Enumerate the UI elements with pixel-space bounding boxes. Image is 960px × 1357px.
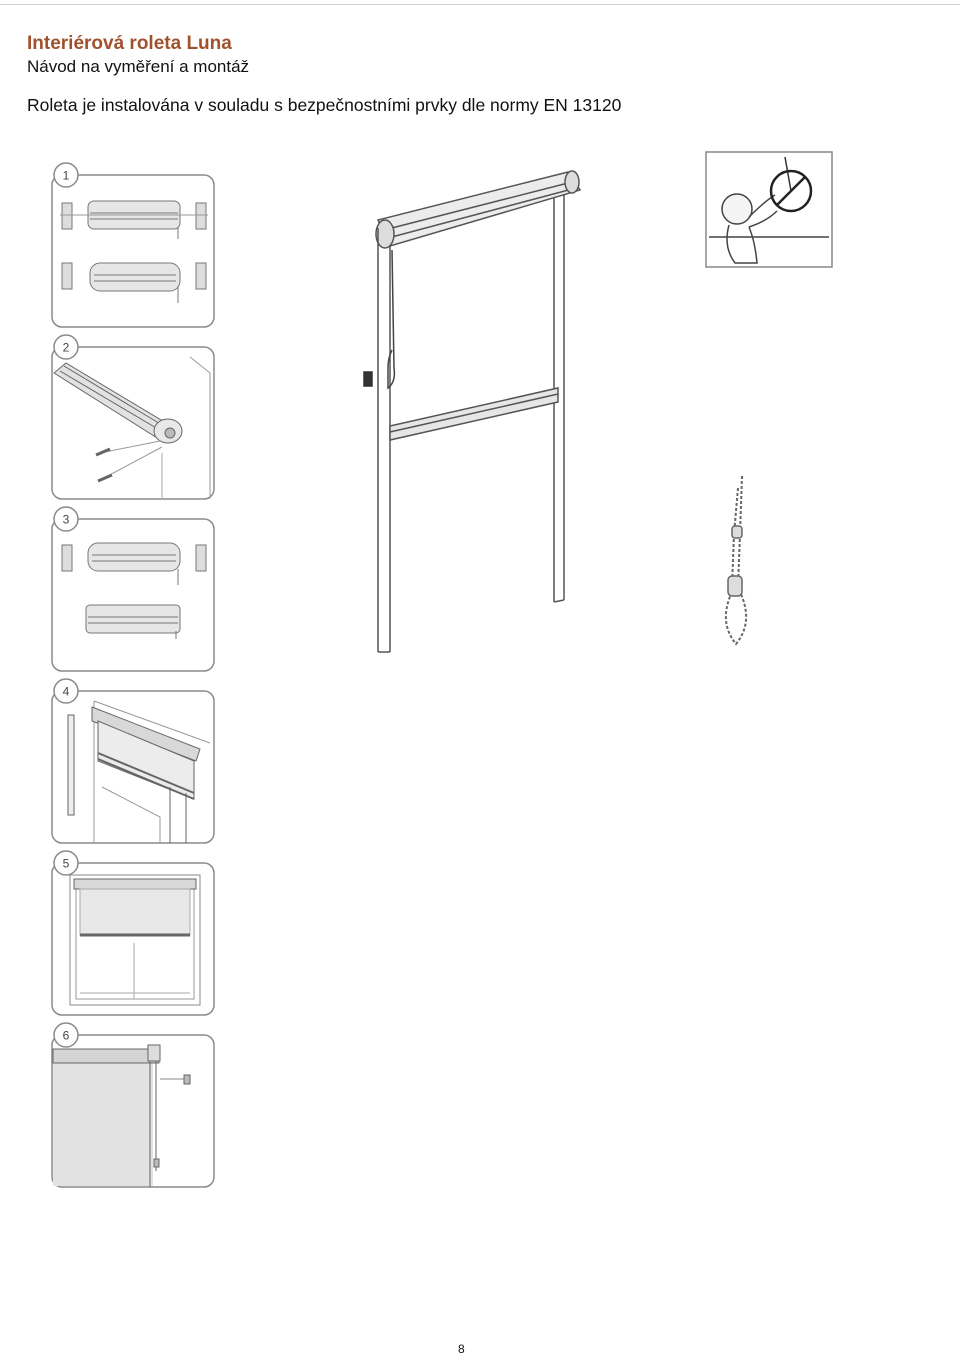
page-title: Interiérová roleta Luna bbox=[27, 33, 232, 54]
step-number-badge bbox=[54, 679, 78, 703]
step-panel-1 bbox=[50, 161, 216, 315]
step-number-badge bbox=[54, 163, 78, 187]
top-rule bbox=[0, 4, 960, 5]
step-number: 2 bbox=[62, 340, 70, 355]
step-number-badge bbox=[54, 335, 78, 359]
step-number: 6 bbox=[62, 1028, 70, 1043]
roller-blind-assembly-illustration bbox=[358, 168, 590, 663]
step-panel-5 bbox=[50, 849, 216, 1003]
page-subtitle: Návod na vyměření a montáž bbox=[27, 57, 250, 76]
step-number: 4 bbox=[62, 684, 70, 699]
step-number: 3 bbox=[62, 512, 70, 527]
step-number-badge bbox=[54, 1023, 78, 1047]
step-number-badge bbox=[54, 851, 78, 875]
step-number: 1 bbox=[62, 168, 70, 183]
cord-loop-icon bbox=[714, 474, 758, 657]
step-panel-6 bbox=[50, 1021, 216, 1175]
page-number: 8 bbox=[458, 1342, 465, 1356]
step-panel-4 bbox=[50, 677, 216, 831]
step-number-badge bbox=[54, 507, 78, 531]
step-panel-2 bbox=[50, 333, 216, 487]
safety-note: Roleta je instalována v souladu s bezpečnostními prvky dle normy EN 13120 bbox=[27, 95, 622, 115]
step-number: 5 bbox=[62, 856, 70, 871]
step-panel-3 bbox=[50, 505, 216, 659]
child-cord-warning-icon bbox=[705, 151, 833, 274]
